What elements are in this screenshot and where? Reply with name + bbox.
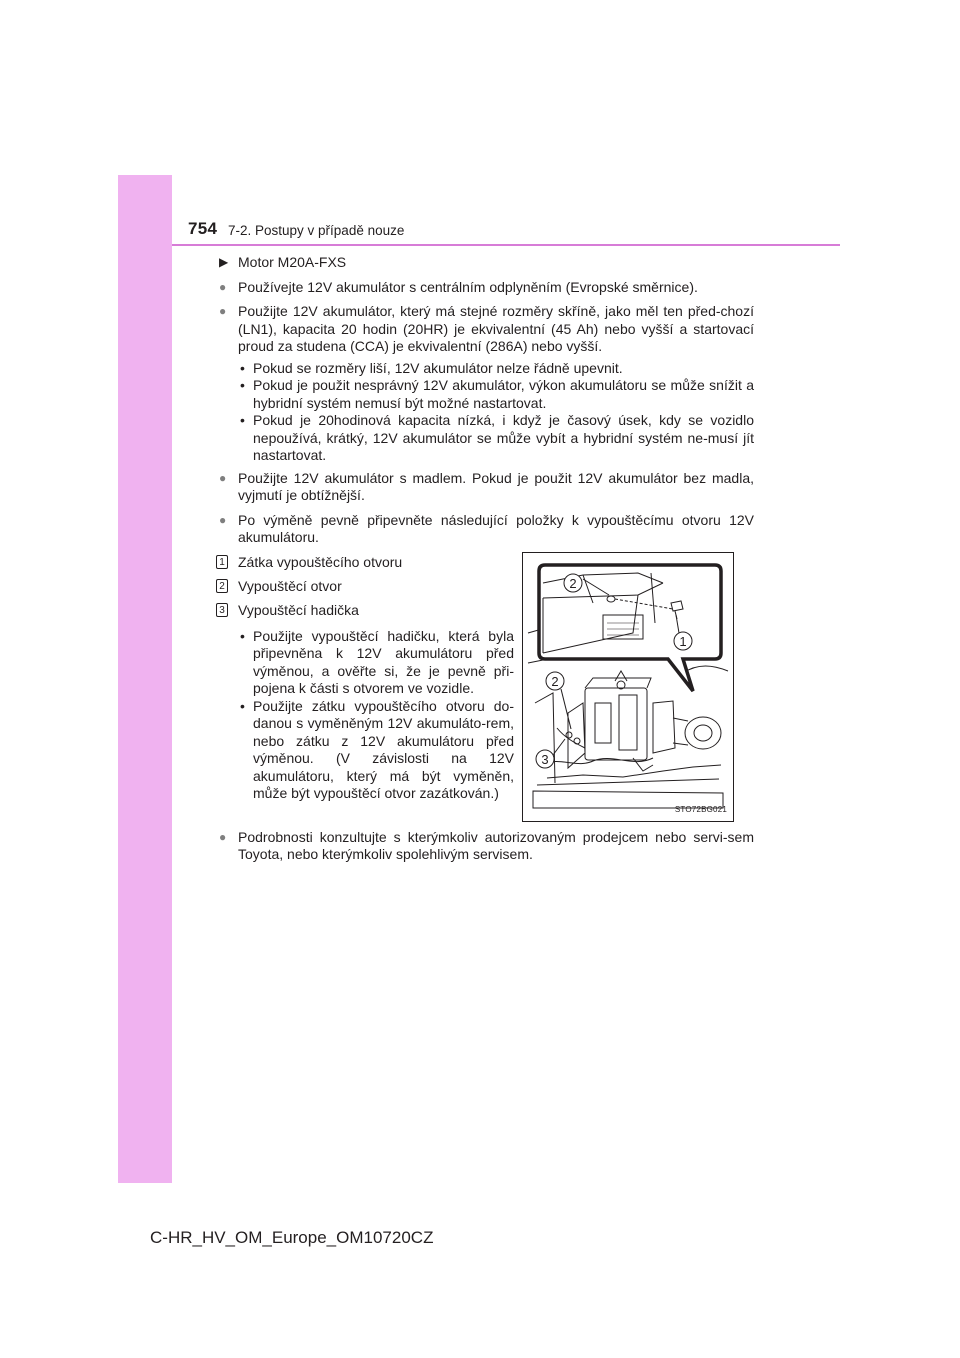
- engine-heading-text: Motor M20A-FXS: [238, 254, 347, 270]
- bullet-item: [216, 279, 754, 297]
- callout-3-label: 3: [541, 751, 549, 767]
- callout-1-label: 1: [679, 633, 687, 649]
- legend-with-figure: [216, 554, 754, 821]
- legend-item: [216, 602, 514, 628]
- sub-bullet-item: [216, 377, 754, 412]
- legend-item: [216, 554, 514, 578]
- callout-2-top-label: 2: [569, 575, 577, 591]
- callout-2-bottom-label: 2: [551, 673, 559, 689]
- arrow-icon: ▶: [219, 255, 229, 269]
- callout-2-top: [564, 574, 582, 592]
- sub-bullet-icon: •: [240, 697, 245, 714]
- page-number: 754: [188, 219, 218, 238]
- legend-text: Zátka vypouštěcího otvoru: [238, 553, 403, 570]
- chapter-tab-bar: [118, 175, 172, 1183]
- sub-bullet-text: Pokud je použit nesprávný 12V akumulátor, výkon akumulátoru se může snížit a hybridní systém nemusí být možné nastartovat.: [253, 377, 754, 411]
- bullet-text: Používejte 12V akumulátor s centrálním odplyněním (Evropské směrnice).: [238, 278, 698, 295]
- sub-bullet-icon: •: [240, 377, 245, 393]
- callout-3: [536, 739, 565, 768]
- bullet-text: Podrobnosti konzultujte s kterýmkoliv autorizovaným prodejcem nebo servi-sem Toyota, nebo kterýmkoliv spolehlivým servisem.: [238, 828, 754, 862]
- bullet-icon: ●: [219, 304, 227, 318]
- legend-sub-item: [216, 628, 514, 698]
- callout-number: 3: [216, 603, 228, 617]
- header-divider: [172, 244, 840, 246]
- bullet-item: [216, 512, 754, 547]
- sub-bullet-icon: •: [240, 359, 245, 376]
- legend-sub-item: [216, 698, 514, 803]
- document-id-footer: C-HR_HV_OM_Europe_OM10720CZ: [150, 1228, 434, 1247]
- figure-code: STO72BG021: [674, 805, 727, 814]
- legend-sub-text: Použijte vypouštěcí hadičku, která byla připevněna k 12V akumulátoru před výměnou, a ověřte si, že je pevně při-pojena k části s otvorem ve vozidle.: [253, 627, 514, 696]
- bullet-text: Po výměně pevně připevněte následující položky k vypouštěcímu otvoru 12V akumulátoru.: [238, 511, 754, 545]
- sub-bullet-item: [216, 360, 754, 378]
- legend-item: [216, 578, 514, 602]
- bullet-icon: ●: [219, 829, 227, 844]
- sub-bullet-text: Pokud je 20hodinová kapacita nízká, i když je časový úsek, kdy se vozidlo nepoužívá, krátký, 12V akumulátor se může vybít a hybridní systém ne-musí jít nastartovat.: [253, 412, 754, 463]
- bullet-text: Použijte 12V akumulátor, který má stejné rozměry skříně, jako měl ten před-chozí (LN1), kapacita 20 hodin (20HR) je ekvivalentní (45 Ah) nebo vyšší a startovací proud za studena (CCA) je ekvivalentní (286A) nebo vyšší.: [238, 303, 754, 354]
- bullet-icon: ●: [219, 279, 227, 294]
- legend-text: Vypouštěcí otvor: [238, 577, 342, 594]
- sub-bullet-text: Pokud se rozměry liší, 12V akumulátor nelze řádně upevnit.: [253, 359, 623, 376]
- bullet-icon: ●: [219, 470, 227, 485]
- legend-sub-text: Použijte zátku vypouštěcího otvoru do-danou s vyměněným 12V akumuláto-rem, nebo zátku z 12V akumulátoru před výměnou. (V závislosti na 12V akumulátoru, který má být vyměněn, může být vypouštěcí otvor zazátkován.): [253, 697, 514, 801]
- sub-bullet-icon: •: [240, 412, 245, 428]
- bullet-text: Použijte 12V akumulátor s madlem. Pokud je použit 12V akumulátor bez madla, vyjmutí je obtížnější.: [238, 469, 754, 503]
- bullet-item: [216, 829, 754, 864]
- section-title: 7-2. Postupy v případě nouze: [228, 223, 405, 238]
- bullet-icon: ●: [219, 512, 227, 527]
- sub-bullet-icon: •: [240, 627, 245, 644]
- page-content: [216, 254, 754, 871]
- battery-drawing: [523, 553, 733, 821]
- bullet-item: [216, 470, 754, 505]
- callout-number: 1: [216, 555, 228, 569]
- legend-list: [216, 554, 514, 803]
- callout-number: 2: [216, 579, 228, 593]
- battery-drain-illustration: [522, 552, 734, 822]
- legend-text: Vypouštěcí hadička: [238, 601, 359, 618]
- engine-heading: [216, 254, 754, 272]
- callout-2-bottom: [546, 672, 571, 729]
- sub-bullet-item: [216, 412, 754, 465]
- sub-bullet-list: [216, 360, 754, 465]
- bullet-item: [216, 303, 754, 356]
